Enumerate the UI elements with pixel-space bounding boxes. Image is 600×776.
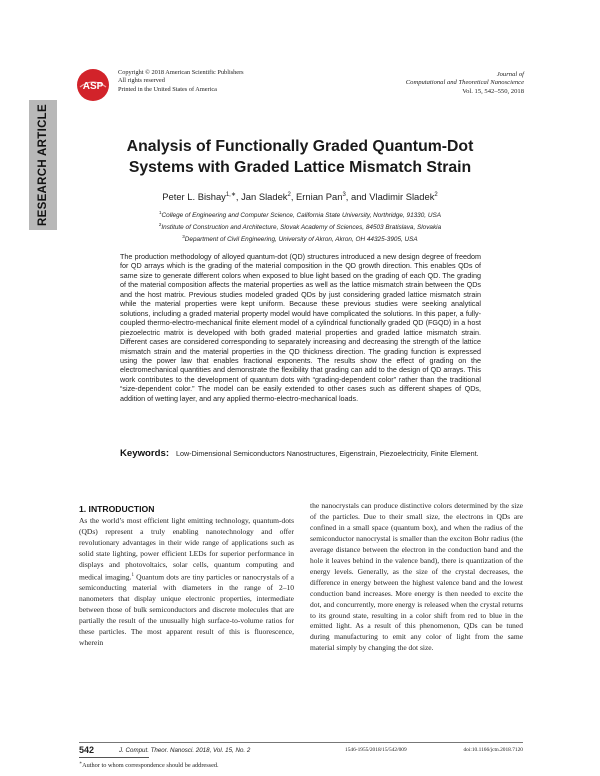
footer-doi: doi:10.1166/jctn.2018.7120 [463, 747, 523, 753]
body-column-left [79, 516, 294, 649]
article-type-tab [29, 100, 57, 230]
publisher-logo [76, 68, 110, 102]
journal-name-line1: Journal of [496, 71, 524, 78]
keywords-text: Low-Dimensional Semiconductors Nanostructures, Eigenstrain, Piezoelectricity, Finite Element. [176, 449, 479, 458]
author-name: Jan Sladek [241, 191, 288, 203]
author-affiliation-mark: 1,∗ [225, 192, 236, 198]
article-title-line: Analysis of Functionally Graded Quantum-Dot [126, 138, 474, 155]
footer-divider [79, 742, 523, 743]
keywords-label: Keywords: [120, 448, 170, 459]
article-title [100, 136, 500, 178]
article-title-line: Systems with Graded Lattice Mismatch Strain [128, 159, 472, 176]
body-text: As the world’s most efficient light emitting technology, quantum-dots (QDs) represent a truly enabling nanotechnology and offer revolutionary advantages in their wide range of applications such as solid state lighting, power efficient LEDs for superior performance in displays and photovoltaics, solar cells, quantum computing and medical imaging. [79, 516, 294, 582]
copyright-line: Copyright © 2018 American Scientific Publishers [118, 69, 244, 76]
author-affiliation-mark: 3 [342, 192, 346, 198]
affiliation [100, 209, 500, 221]
affiliation-mark: 3 [182, 233, 185, 239]
page-footer [79, 746, 523, 758]
affiliation-mark: 1 [159, 210, 162, 215]
section-heading: 1. INTRODUCTION [79, 504, 155, 514]
affiliation-list [100, 209, 500, 244]
article-type-label: RESEARCH ARTICLE [37, 104, 49, 226]
body-column-right: the nanocrystals can produce distinctive colors determined by the size of the particles. Due to their small size, the electrons in QDs are confined in a small space (quantum box), and when the radius of the semiconductor nanocrystal is smaller than the exciton Bohr radius (the average distance between the electron in the conduction band and the hole it leaves behind in the valence band), there is quantization of the energy levels. Generally, as the size of the crystal decreases, the difference in energy between the highest valence band and the lowest conduction band increases. More energy is then needed to excite the dot, and concurrently, more energy is released when the crystal returns to its ground state, resulting in a color shift from red to blue in the emitted light. As a result of this phenomenon, QDs can be tuned during manufacturing to emit any color of light from the same material simply by changing the dot size. [310, 501, 523, 653]
footnote [79, 760, 219, 769]
affiliation-mark: 2 [158, 221, 162, 227]
author-name: Ernian Pan [296, 191, 343, 203]
page-number: 542 [79, 745, 95, 755]
affiliation-text: College of Engineering and Computer Science, California State University, Northridge, 91330, USA [161, 212, 441, 220]
footnote-text: Author to whom correspondence should be addressed. [82, 762, 219, 770]
author-name: Vladimir Sladek [369, 191, 435, 203]
affiliation-text: Institute of Construction and Architecture, Slovak Academy of Sciences, 84503 Bratislava, Slovakia [161, 223, 442, 231]
publisher-logo-text: ASP [82, 81, 104, 92]
abstract: The production methodology of alloyed quantum-dot (QD) structures introduced a new design degree of freedom for QD arrays which is the grading of the material composition in the QD growth direction. This enables QDs of same size to generate different colors when exposed to blue light based on the grading of each QD. The grading of the material composition affects the material properties as well as the lattice mismatch strain between the QDs and the host matrix. Previous studies modeled graded QDs by just considering graded lattice mismatch strain while the material properties were kept uniform. Because these previous studies were seeking analytical solutions, including a graded material property model would have complicated the solutions. In this paper, a fully-coupled thermo-electro-mechanical finite element model of a cylindrical functionally graded QD (FGQD) in a host piezoelectric matrix is developed with both graded material properties and graded lattice mismatch strain. Different cases are considered corresponding to separately increasing and decreasing the strength of the lattice mismatch strain and the material properties in the QD thickness direction. The grading function is expressed using the power law that enables fractional exponents. The results show the effect of grading on the electromechanical quantities and demonstrate the flexibility that grading can add to the design of QD arrays. This work contributes to the development of quantum dots with “grading-dependent color” rather than the traditional “size-dependent color.” The model can be easily extended to other cases such as different shapes of QDs, addition of wetting layer, and any applied thermo-electro-mechanical loads. [120, 252, 481, 403]
journal-name-line2: Computational and Theoretical Nanoscience [405, 79, 524, 87]
author-affiliation-mark: 2 [434, 192, 438, 198]
body-text: Quantum dots are tiny particles or nanocrystals of a semiconducting material with diameters in the range of 2–10 nanometers that display unique electronic properties, intermediate between those of bulk semiconductors and discrete molecules that are partially the result of the unusually high surface-to-volume ratios for these particles. The most apparent result of this is fluorescence, wherein [79, 572, 294, 647]
reference-mark: 1 [131, 572, 134, 578]
affiliation-text: Department of Civil Engineering, University of Akron, Akron, OH 44325-3905, USA [184, 235, 418, 243]
author-separator: , and [345, 191, 370, 203]
affiliation [100, 233, 500, 245]
journal-volume: Vol. 15, 542–550, 2018 [462, 87, 524, 95]
author-affiliation-mark: 2 [287, 192, 291, 198]
journal-info [304, 71, 524, 96]
author-separator: , [290, 191, 297, 203]
author-list [100, 191, 500, 202]
copyright-line: All rights reserved [118, 77, 165, 85]
footnote-mark: ∗ [79, 760, 83, 765]
affiliation [100, 221, 500, 233]
copyright-line: Printed in the United States of America [118, 85, 217, 93]
footer-issn: 1546-1955/2018/15/542/009 [345, 747, 407, 753]
footer-citation: J. Comput. Theor. Nanosci. 2018, Vol. 15, No. 2 [119, 747, 251, 754]
author-name: Peter L. Bishay [162, 191, 226, 203]
copyright-block [118, 69, 318, 94]
author-separator: , [235, 191, 242, 203]
